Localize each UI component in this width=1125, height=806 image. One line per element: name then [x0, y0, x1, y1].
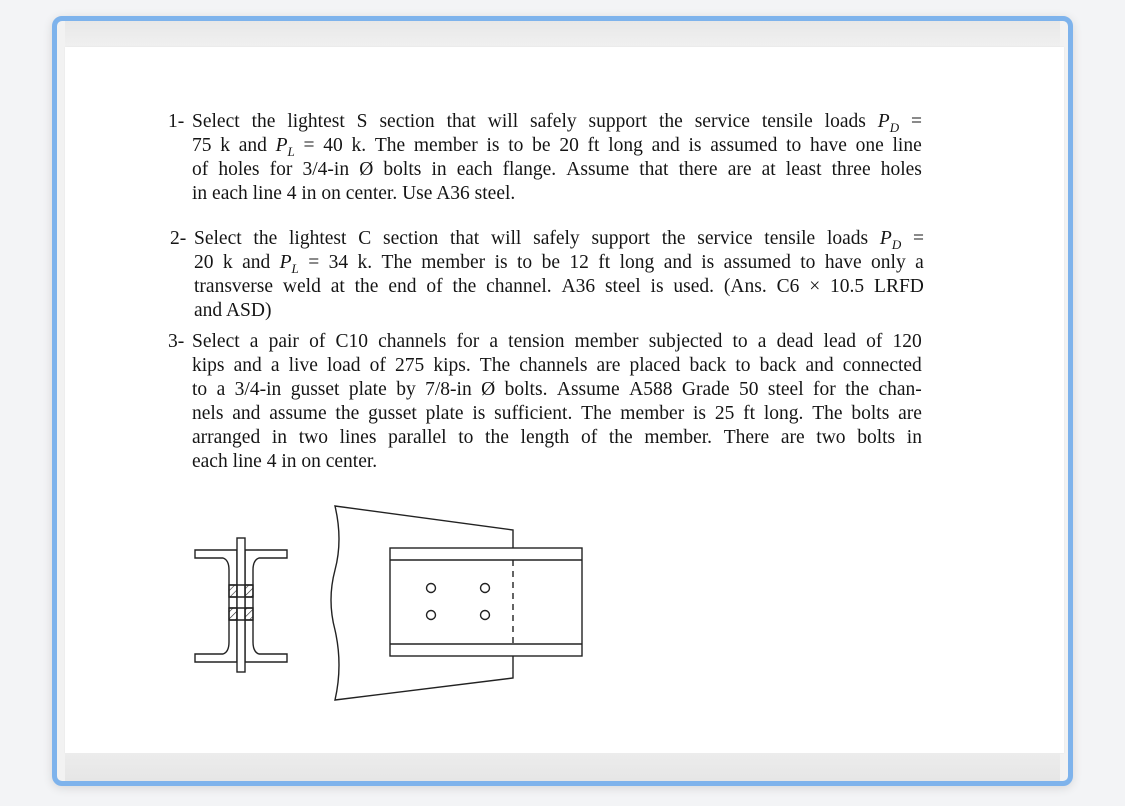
problem-line: Select the lightest C section that will safely support the service tensile loads $P_D$ = — [194, 228, 924, 252]
problem-line: nels and assume the gusset plate is sufficient. The member is 25 ft long. The bolts are — [192, 403, 922, 424]
viewer-top-bar — [65, 21, 1060, 47]
problem-number: 2- — [170, 228, 187, 249]
problem-number: 3- — [168, 331, 185, 352]
problem-line: of holes for 3/4-in Ø bolts in each flange. Assume that there are at least three holes — [192, 159, 922, 180]
gusset-elevation-view — [331, 506, 582, 700]
problem-line: each line 4 in on center. — [192, 451, 378, 472]
problem-line: to a 3/4-in gusset plate by 7/8-in Ø bolts. Assume A588 Grade 50 steel for the chan- — [192, 379, 922, 400]
problem-line: arranged in two lines parallel to the length of the member. There are two bolts in — [192, 427, 922, 448]
problem-line: Select the lightest S section that will safely support the service tensile loads $P_D$ = — [192, 111, 922, 135]
problem-line: in each line 4 in on center. Use A36 steel. — [192, 183, 516, 204]
problem-number: 1- — [168, 111, 185, 132]
problem-line: transverse weld at the end of the channel. A36 steel is used. (Ans. C6 × 10.5 LRFD — [194, 276, 924, 297]
channel-section-view — [195, 538, 287, 672]
problem-line: Select a pair of C10 channels for a tension member subjected to a dead lead of 120 — [192, 331, 922, 352]
connection-figure — [185, 500, 605, 710]
problem-line: 20 k and $P_L$ = 34 k. The member is to be 12 ft long and is assumed to have only a — [194, 252, 924, 276]
problem-line: kips and a live load of 275 kips. The channels are placed back to back and connected — [192, 355, 922, 376]
problem-line: and ASD) — [194, 300, 272, 321]
viewer-bottom-bar — [65, 753, 1060, 781]
problem-line: 75 k and $P_L$ = 40 k. The member is to be 20 ft long and is assumed to have one line — [192, 135, 922, 159]
